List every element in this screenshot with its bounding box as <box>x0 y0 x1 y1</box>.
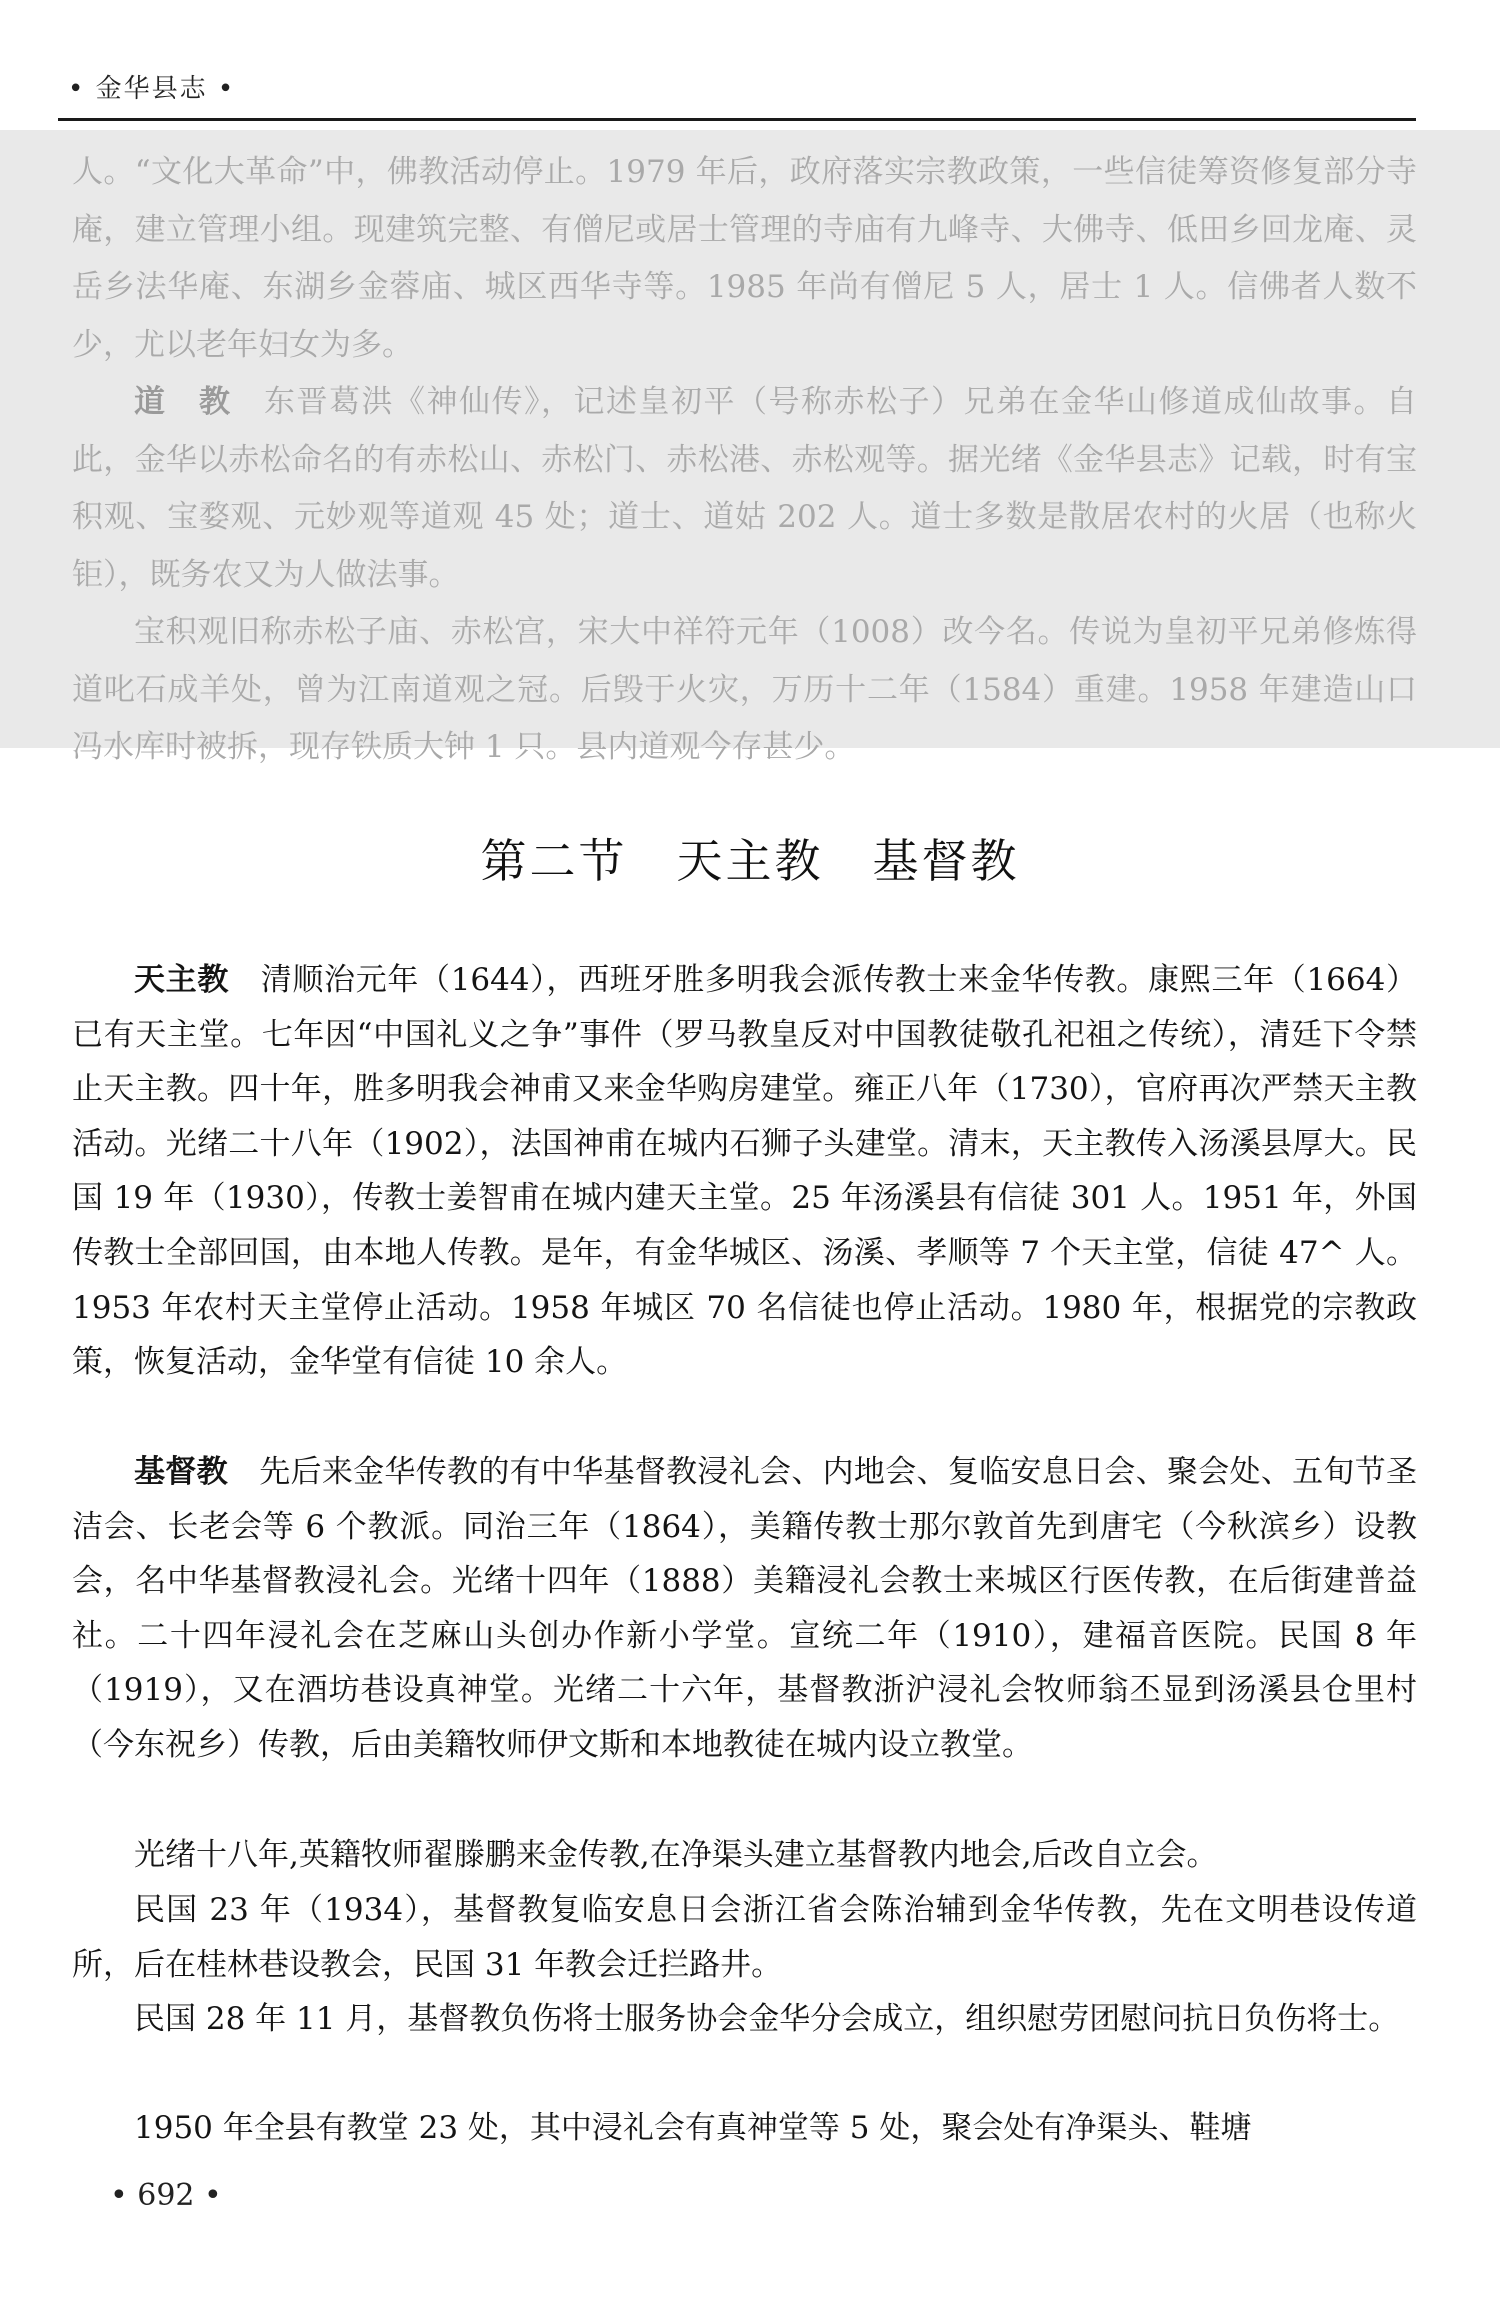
paragraph-taoism-text: 东晋葛洪《神仙传》，记述皇初平（号称赤松子）兄弟在金华山修道成仙故事。自此，金华以赤松命名的有赤松山、赤松门、赤松港、赤松观等。据光绪《金华县志》记载，时有宝积观、宝婺观、元妙观等道观 45 处；道士、道姑 202 人。道士多数是散居农村的火居（也称火钜），既务农又为人做法事。 <box>72 384 1417 593</box>
paragraph-catholicism <box>72 953 1417 1390</box>
page-number: • 692 • <box>110 2178 222 2213</box>
running-header: • 金华县志 • <box>68 74 236 104</box>
paragraph-churches-1950: 1950 年全县有教堂 23 处，其中浸礼会有真神堂等 5 处，聚会处有净渠头、鞋塘 <box>134 2110 1252 2146</box>
paragraph-protestantism <box>72 1445 1417 1773</box>
paragraph-baoji-temple: 宝积观旧称赤松子庙、赤松宫，宋大中祥符元年（1008）改今名。传说为皇初平兄弟修炼得道叱石成羊处，曾为江南道观之冠。后毁于火灾，万历十二年（1584）重建。1958 年建造山口冯水库时被拆，现存铁质大钟 1 只。县内道观今存甚少。 <box>72 614 1417 766</box>
keyword-catholicism: 天主教 <box>134 962 230 998</box>
paragraph-service-association: 民国 28 年 11 月，基督教负伤将士服务协会金华分会成立，组织慰劳团慰问抗日负伤将士。 <box>134 2001 1400 2037</box>
paragraph-inland-mission: 光绪十八年,英籍牧师翟滕鹏来金传教,在净渠头建立基督教内地会,后改自立会。 <box>134 1837 1218 1873</box>
paragraph-adventist: 民国 23 年（1934），基督教复临安息日会浙江省会陈治辅到金华传教，先在文明巷设传道所，后在桂林巷设教会，民国 31 年教会迁拦路井。 <box>72 1892 1417 1983</box>
keyword-taoism: 道 教 <box>134 384 232 420</box>
paragraph-catholicism-text: 清顺治元年（1644），西班牙胜多明我会派传教士来金华传教。康熙三年（1664）已有天主堂。七年因“中国礼义之争”事件（罗马教皇反对中国教徒敬孔祀祖之传统），清廷下令禁止天主教。四十年，胜多明我会神甫又来金华购房建堂。雍正八年（1730），官府再次严禁天主教活动。光绪二十八年（1902），法国神甫在城内石狮子头建堂。清末，天主教传入汤溪县厚大。民国 19 年（1930），传教士姜智甫在城内建天主堂。25 年汤溪县有信徒 301 人。1951 年，外国传教士全部回国，由本地人传教。是年，有金华城区、汤溪、孝顺等 7 个天主堂，信徒 47^ 人。1953 年农村天主堂停止活动。1958 年城区 70 名信徒也停止活动。1980 年，根据党的宗教政策，恢复活动，金华堂有信徒 10 余人。 <box>72 962 1418 1381</box>
keyword-protestantism: 基督教 <box>134 1454 228 1490</box>
paragraph-taoism <box>72 374 1417 604</box>
paragraph-protestantism-text: 先后来金华传教的有中华基督教浸礼会、内地会、复临安息日会、聚会处、五旬节圣洁会、长老会等 6 个教派。同治三年（1864），美籍传教士那尔敦首先到唐宅（今秋滨乡）设教会，名中华基督教浸礼会。光绪十四年（1888）美籍浸礼会教士来城区行医传教，在后街建普益社。二十四年浸礼会在芝麻山头创办作新小学堂。宣统二年（1910），建福音医院。民国 8 年（1919），又在酒坊巷设真神堂。光绪二十六年，基督教浙沪浸礼会牧师翁丕显到汤溪县仓里村（今东祝乡）传教，后由美籍牧师伊文斯和本地教徒在城内设立教堂。 <box>72 1454 1418 1763</box>
section-title: 第二节 天主教 基督教 <box>480 834 1020 888</box>
faded-previous-section <box>0 130 1500 766</box>
paragraph-buddhism-end: 人。“文化大革命”中，佛教活动停止。1979 年后，政府落实宗教政策，一些信徒筹资修复部分寺庵，建立管理小组。现建筑完整、有僧尼或居士管理的寺庙有九峰寺、大佛寺、低田乡回龙庵、灵岳乡法华庵、东湖乡金蓉庙、城区西华寺等。1985 年尚有僧尼 5 人，居士 1 人。信佛者人数不少，尤以老年妇女为多。 <box>72 154 1417 363</box>
header-rule <box>58 118 1416 121</box>
